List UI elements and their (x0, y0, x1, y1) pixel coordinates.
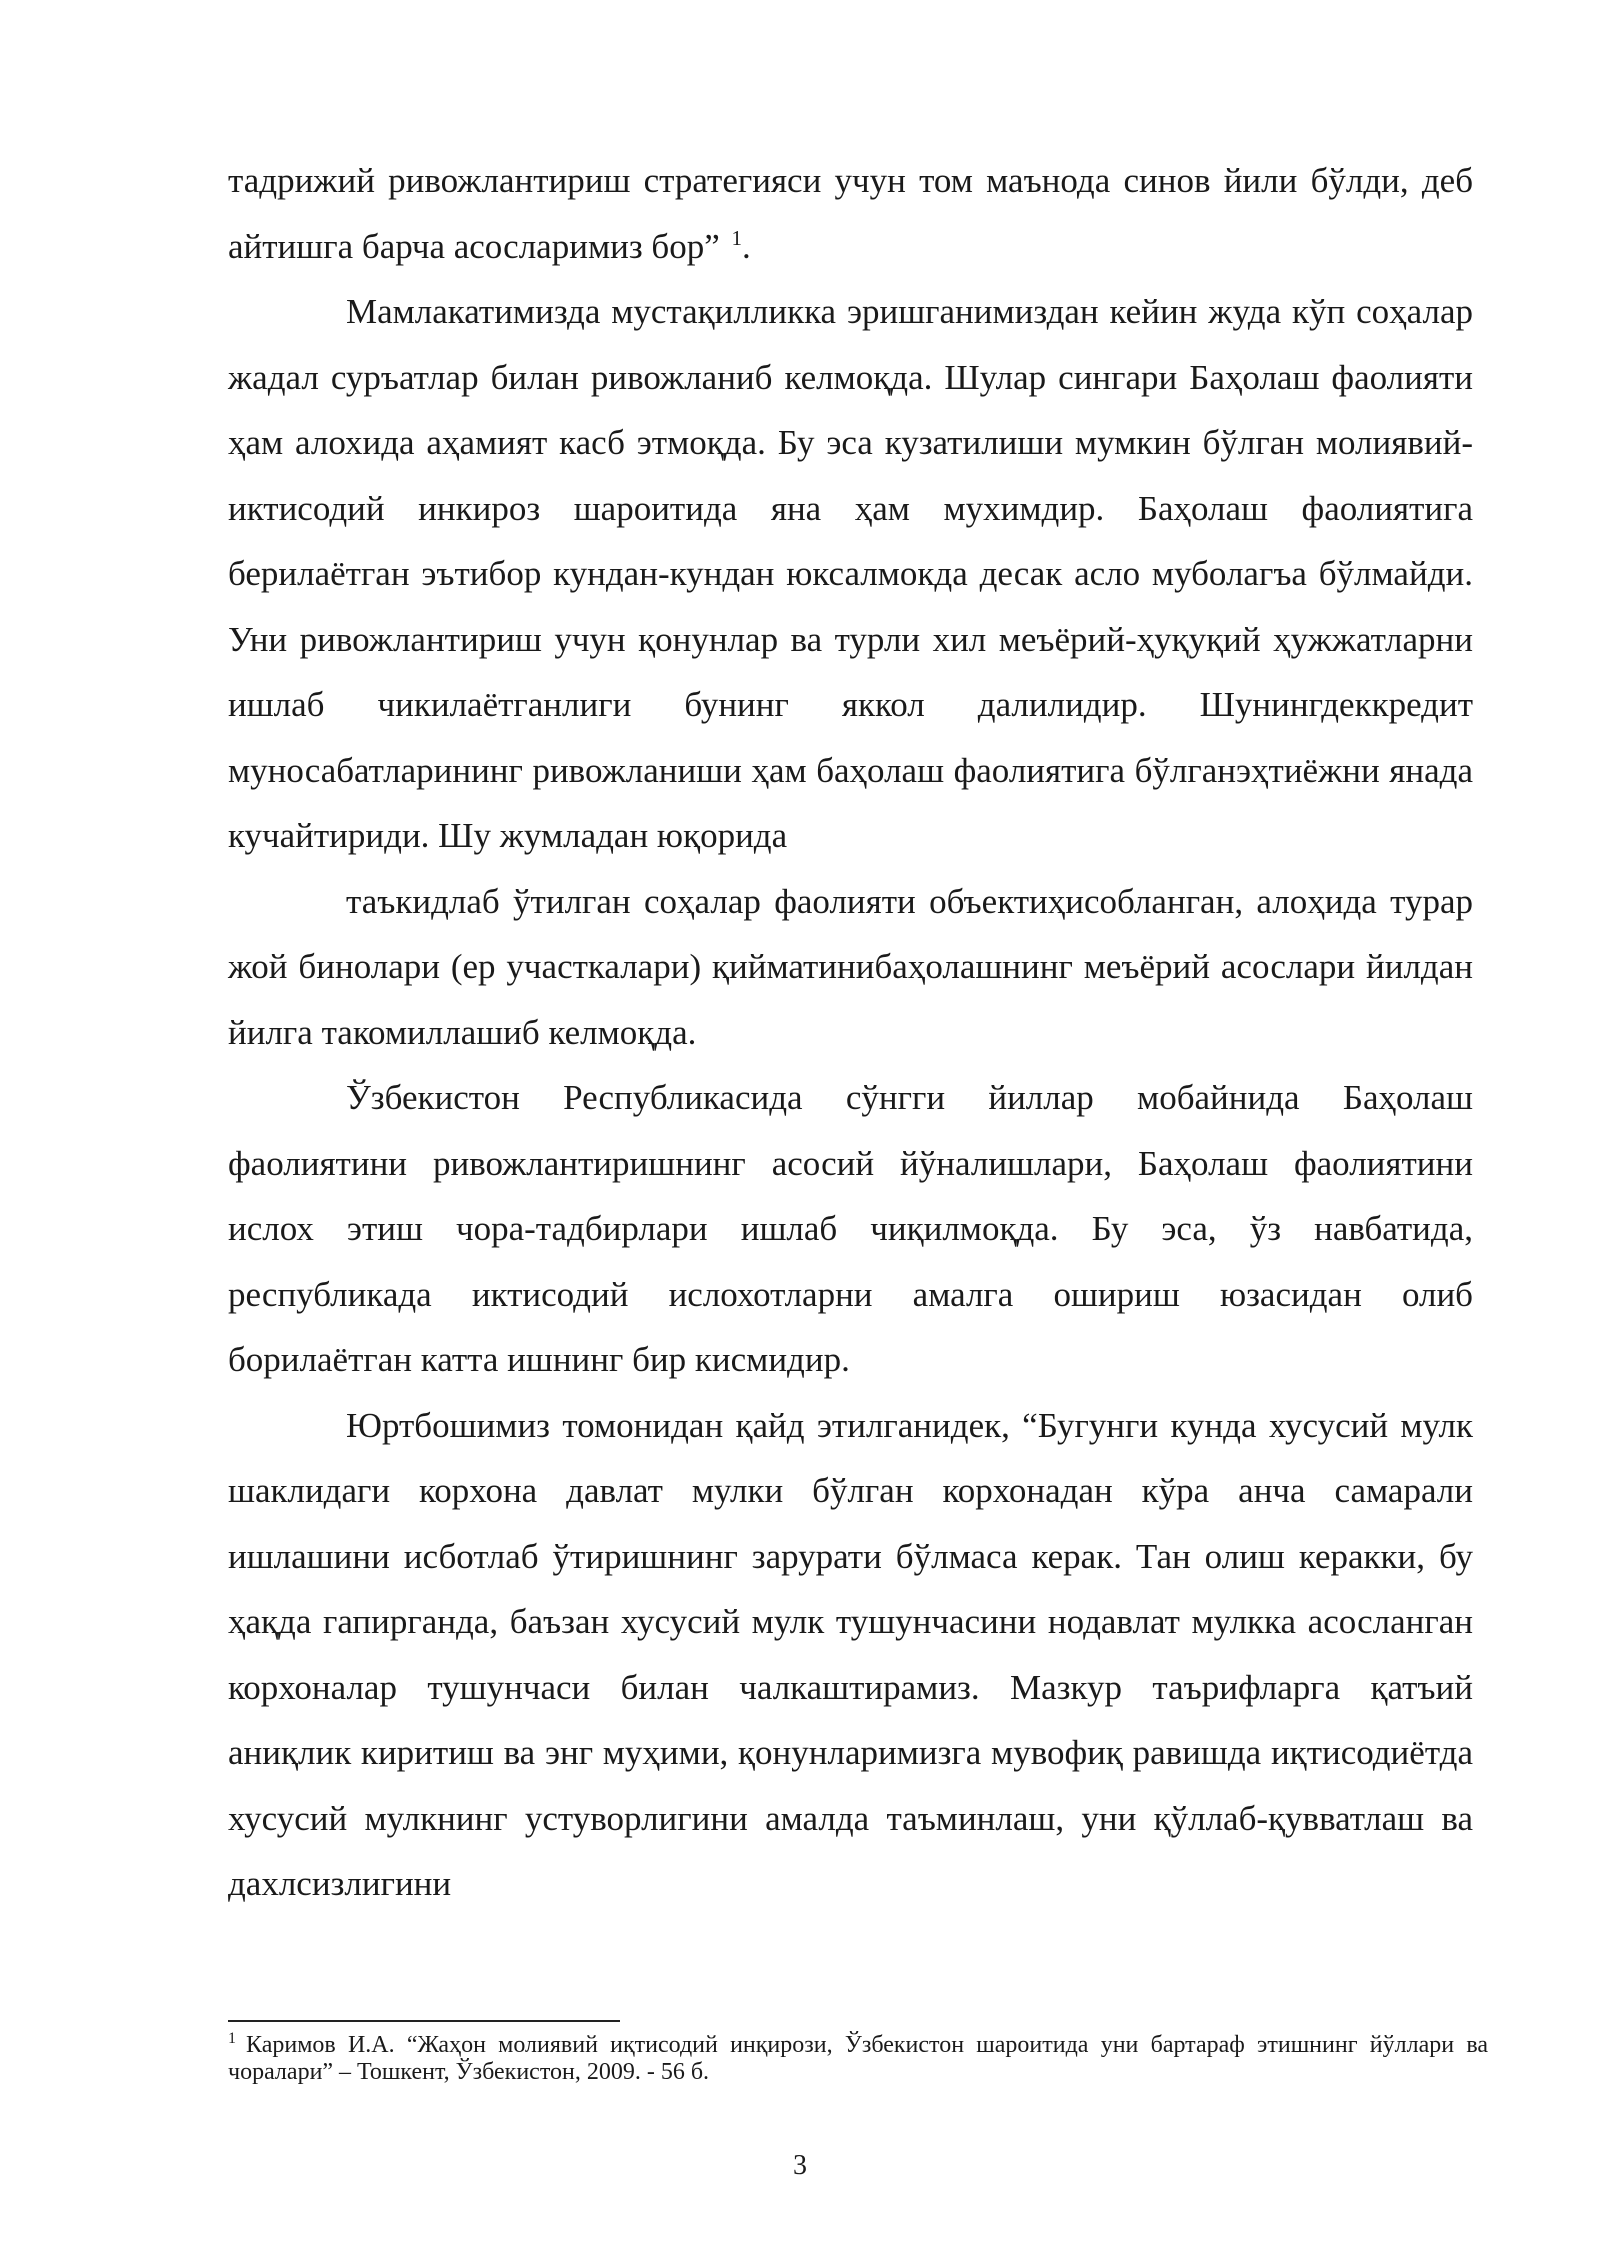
page-number: 3 (793, 2150, 807, 2181)
body-text (228, 148, 1473, 1917)
paragraph-continuation (228, 148, 1473, 279)
paragraph (228, 279, 1473, 869)
paragraph-text: тадрижий ривожлантириш стратегияси учун том маънода синов йили бўлди, деб айтишга барча асосларимиз бор” (228, 161, 1473, 266)
footnote-reference[interactable]: 1 (731, 225, 742, 250)
footnote-separator (228, 2020, 620, 2022)
paragraph (228, 1065, 1473, 1393)
paragraph (228, 869, 1473, 1066)
paragraph-text: таъкидлаб ўтилган соҳалар фаолияти объектиҳисобланган, алоҳида турар жой бинолари (ер участкалари) қийматинибаҳолашнинг меъёрий асослари йилдан йилга такомиллашиб келмоқда. (228, 881, 1473, 1052)
footnote (228, 2032, 1488, 2086)
paragraph (228, 1393, 1473, 1917)
footnote-text: Каримов И.А. “Жаҳон молиявий иқтисодий инқирози, Ўзбекистон шароитида уни бартараф этишнинг йўллари ва чоралари” – Тошкент, Ўзбекистон, 2009. - 56 б. (228, 2032, 1488, 2085)
paragraph-text: Юртбошимиз томонидан қайд этилганидек, “Бугунги кунда хусусий мулк шаклидаги корхона давлат мулки бўлган корхонадан кўра анча самарали ишлашини исботлаб ўтиришнинг зарурати бўлмаса керак. Тан олиш керакки, бу ҳақда гапирганда, баъзан хусусий мулк тушунчасини нодавлат мулкка асосланган корхоналар тушунчаси билан чалкаштирамиз. Мазкур таърифларга қатъий аниқлик киритиш ва энг муҳими, қонунларимизга мувофиқ равишда иқтисодиётда хусусий мулкнинг устуворлигини амалда таъминлаш, уни қўллаб-қувватлаш ва дахлсизлигини (228, 1405, 1473, 1903)
paragraph-text: Мамлакатимизда мустақилликка эришганимиздан кейин жуда кўп соҳалар жадал суръатлар билан ривожланиб келмоқда. Шулар сингари Баҳолаш фаолияти ҳам алохида аҳамият касб этмоқда. Бу эса кузатилиши мумкин бўлган молиявий-иктисодий инкироз шароитида яна ҳам мухимдир. Баҳолаш фаолиятига берилаётган эътибор кундан-кундан юксалмокда десак асло муболагъа бўлмайди. Уни ривожлантириш учун қонунлар ва турли хил меъёрий-ҳуқуқий ҳужжатларни ишлаб чикилаётганлиги бунинг яккол далилидир. Шунингдеккредит муносабатларининг ривожланиши ҳам баҳолаш фаолиятига бўлганэҳтиёжни янада кучайтириди. Шу жумладан юқорида (228, 292, 1473, 855)
paragraph-trailing-punctuation: . (742, 226, 751, 266)
footnote-mark: 1 (228, 2030, 236, 2047)
paragraph-text: Ўзбекистон Республикасида сўнгги йиллар мобайнида Баҳолаш фаолиятини ривожлантиришнинг асосий йўналишлари, Баҳолаш фаолиятини ислох этиш чора-тадбирлари ишлаб чиқилмоқда. Бу эса, ўз навбатида, республикада иктисодий ислохотларни амалга ошириш юзасидан олиб борилаётган катта ишнинг бир кисмидир. (228, 1078, 1473, 1379)
